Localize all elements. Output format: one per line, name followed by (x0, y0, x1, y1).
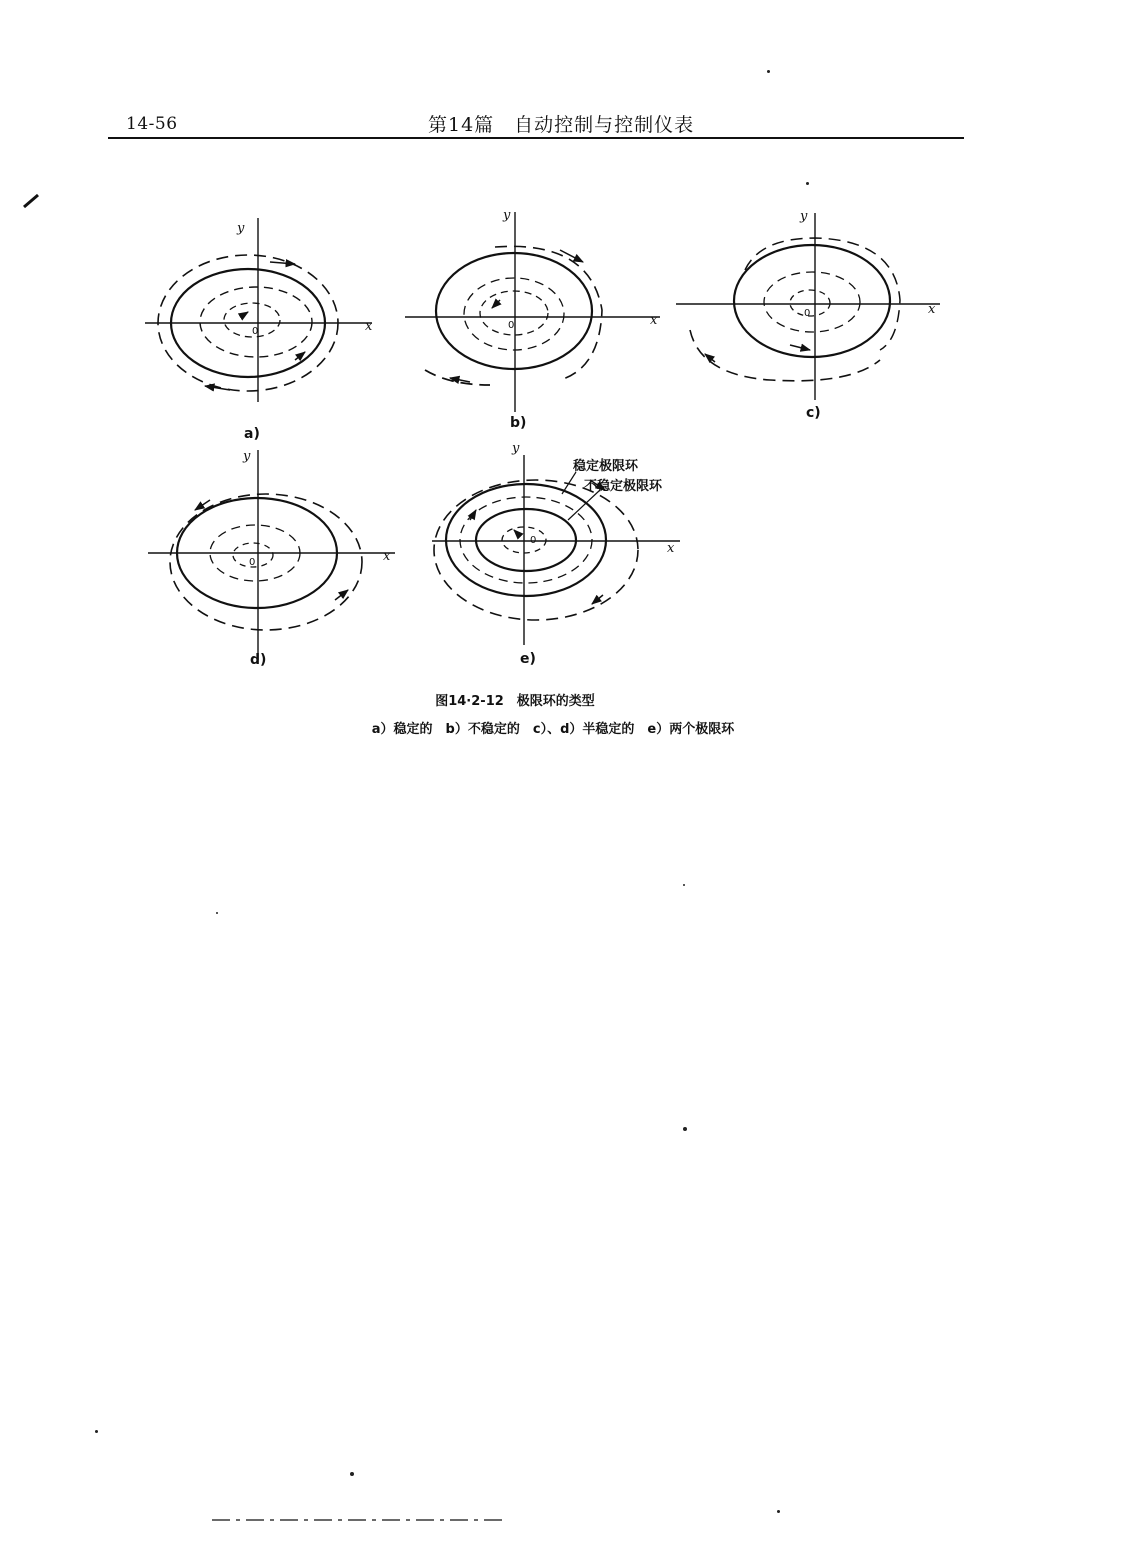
unstable-limit-cycle (476, 509, 576, 571)
unstable-limit-cycle (436, 253, 592, 369)
origin-label: 0 (252, 326, 259, 337)
panel-label-c: c) (806, 405, 821, 421)
flow-arrow (470, 510, 476, 520)
figure-caption: 图14·2-12 极限环的类型 (435, 694, 595, 709)
scan-marks (24, 195, 505, 1520)
stable-limit-cycle (446, 484, 606, 596)
annotation-stable-cycle: 稳定极限环 (573, 459, 639, 474)
flow-arrow (492, 300, 500, 308)
flow-arrow (705, 354, 715, 362)
origin-label: 0 (249, 557, 256, 568)
page-number: 14-56 (126, 114, 178, 134)
annotation-unstable-cycle: 不稳定极限环 (584, 479, 663, 494)
origin-label: 0 (530, 535, 537, 546)
panel-label-d: d) (250, 652, 267, 668)
axis-label-x: x (650, 313, 658, 328)
origin-label: 0 (804, 308, 811, 319)
axis-label-x: x (365, 319, 373, 334)
scan-speck (350, 1472, 354, 1476)
flow-arrow (592, 595, 603, 604)
scan-speck (216, 912, 218, 914)
scan-speck (806, 182, 809, 185)
flow-arrow (295, 352, 305, 360)
panel-c (676, 213, 940, 400)
flow-arrow (790, 345, 810, 350)
origin-label: 0 (508, 320, 515, 331)
panel-a (145, 218, 372, 402)
semi-stable-limit-cycle (734, 245, 890, 357)
inner-trajectory (464, 278, 564, 350)
scan-speck (777, 1510, 780, 1513)
axis-label-y: y (503, 208, 511, 223)
leader-line-stable (562, 472, 576, 494)
scan-speck (95, 1430, 98, 1433)
panel-label-b: b) (510, 415, 527, 431)
running-head: 第14篇 自动控制与控制仪表 (428, 114, 695, 136)
flow-arrow (270, 262, 295, 264)
panel-b (405, 212, 660, 412)
panel-label-a: a) (244, 426, 260, 442)
flow-arrow (240, 312, 248, 317)
panel-label-e: e) (520, 651, 536, 667)
axis-label-y: y (512, 441, 520, 456)
scan-mark (24, 195, 38, 207)
outer-trajectory (690, 330, 880, 381)
outer-trajectory (434, 480, 638, 620)
axis-label-x: x (928, 302, 936, 317)
inner-trajectory (200, 287, 312, 357)
scan-speck (683, 1127, 687, 1131)
panel-d (148, 450, 395, 660)
scan-speck (767, 70, 770, 73)
axis-label-y: y (800, 209, 808, 224)
axis-label-x: x (667, 541, 675, 556)
axis-label-y: y (243, 449, 251, 464)
figure-subcaption: a）稳定的 b）不稳定的 c）、d）半稳定的 e）两个极限环 (371, 722, 735, 737)
flow-arrow (514, 530, 520, 536)
scan-speck (683, 884, 685, 886)
inner-trajectory (764, 272, 860, 332)
axis-label-y: y (237, 221, 245, 236)
outer-trajectory (425, 370, 490, 385)
axis-label-x: x (383, 549, 391, 564)
